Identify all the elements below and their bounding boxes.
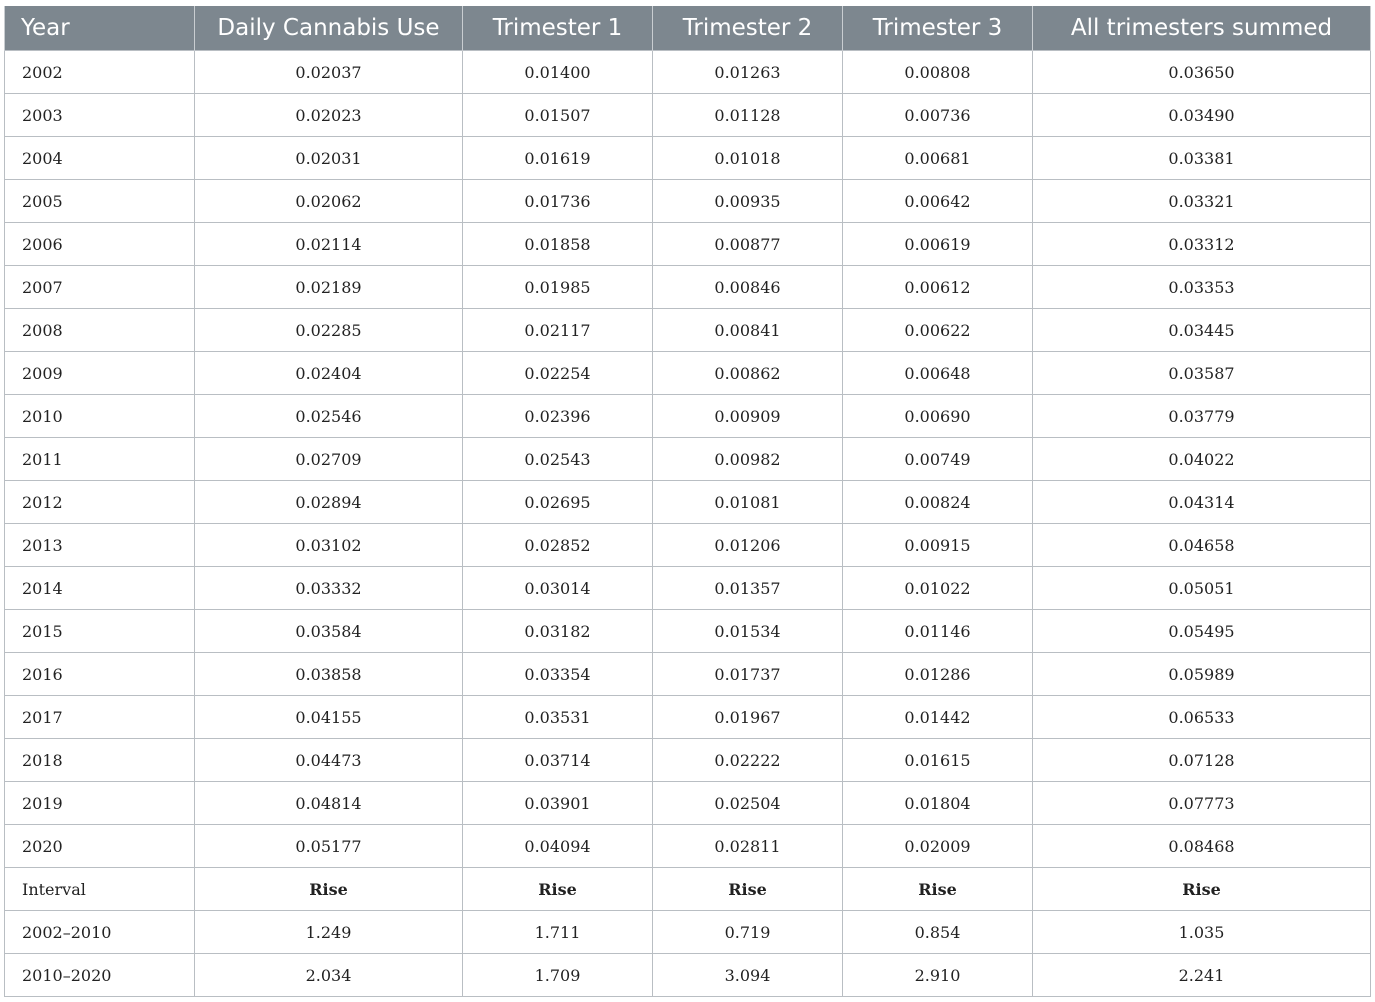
table-row [5,352,1371,395]
cell-year: 2010–2020 [5,954,195,997]
cell-year: 2002 [5,51,195,94]
cell-trimester-2: 0.01081 [653,481,843,524]
cell-trimester-3: Rise [843,868,1033,911]
cell-trimester-1: 0.02396 [463,395,653,438]
cell-daily-cannabis-use: 0.02546 [195,395,463,438]
table-row [5,739,1371,782]
header-row [5,6,1371,51]
table-row [5,610,1371,653]
cell-year: 2007 [5,266,195,309]
cell-daily-cannabis-use: Rise [195,868,463,911]
cell-year: 2009 [5,352,195,395]
cell-trimester-3: 0.00648 [843,352,1033,395]
cell-trimester-2: 0.00909 [653,395,843,438]
table-row [5,180,1371,223]
table-row [5,137,1371,180]
interval-header-row [5,868,1371,911]
cell-daily-cannabis-use: 0.02285 [195,309,463,352]
cell-trimester-3: 0.00915 [843,524,1033,567]
cell-all-trimesters: 0.08468 [1033,825,1371,868]
cell-daily-cannabis-use: 0.03332 [195,567,463,610]
cell-year: Interval [5,868,195,911]
cell-all-trimesters: 0.05989 [1033,653,1371,696]
table-row [5,223,1371,266]
cell-trimester-1: 0.03354 [463,653,653,696]
cell-trimester-1: 0.01619 [463,137,653,180]
cell-year: 2008 [5,309,195,352]
table-row [5,94,1371,137]
cell-year: 2020 [5,825,195,868]
cell-daily-cannabis-use: 0.04814 [195,782,463,825]
table-row [5,653,1371,696]
cell-trimester-3: 0.01442 [843,696,1033,739]
cell-trimester-2: 0.02811 [653,825,843,868]
cell-all-trimesters: 0.05495 [1033,610,1371,653]
cell-daily-cannabis-use: 0.02894 [195,481,463,524]
cell-daily-cannabis-use: 0.02062 [195,180,463,223]
cell-trimester-1: 0.03182 [463,610,653,653]
cell-trimester-3: 0.01615 [843,739,1033,782]
cell-trimester-3: 0.00622 [843,309,1033,352]
cell-trimester-2: 0.01967 [653,696,843,739]
cell-trimester-3: 0.01804 [843,782,1033,825]
cell-trimester-3: 0.00612 [843,266,1033,309]
cell-trimester-2: 0.01263 [653,51,843,94]
cell-trimester-2: 0.00841 [653,309,843,352]
cell-all-trimesters: 0.04022 [1033,438,1371,481]
cell-trimester-2: 0.00935 [653,180,843,223]
cell-trimester-2: 0.01357 [653,567,843,610]
cell-daily-cannabis-use: 0.04155 [195,696,463,739]
cell-trimester-1: 0.03714 [463,739,653,782]
header-all-trimesters: All trimesters summed [1033,6,1371,51]
cell-daily-cannabis-use: 0.02114 [195,223,463,266]
cell-trimester-1: 0.02695 [463,481,653,524]
cell-all-trimesters: 0.05051 [1033,567,1371,610]
cell-trimester-2: 0.00982 [653,438,843,481]
table-row [5,309,1371,352]
cell-year: 2017 [5,696,195,739]
cell-trimester-2: 0.00846 [653,266,843,309]
header-year: Year [5,6,195,51]
cell-daily-cannabis-use: 0.02189 [195,266,463,309]
cell-all-trimesters: 0.03353 [1033,266,1371,309]
cell-trimester-3: 0.01146 [843,610,1033,653]
cell-all-trimesters: 0.03445 [1033,309,1371,352]
cell-trimester-1: 0.03014 [463,567,653,610]
cannabis-use-table [4,6,1371,997]
cell-trimester-2: 0.01737 [653,653,843,696]
cell-all-trimesters: 0.03312 [1033,223,1371,266]
cell-trimester-1: 0.03901 [463,782,653,825]
cell-trimester-2: 0.01128 [653,94,843,137]
cell-year: 2015 [5,610,195,653]
cell-year: 2016 [5,653,195,696]
cell-trimester-3: 0.01286 [843,653,1033,696]
cell-trimester-1: 1.711 [463,911,653,954]
cell-trimester-1: 0.04094 [463,825,653,868]
cell-all-trimesters: 0.03587 [1033,352,1371,395]
cell-all-trimesters: 0.07128 [1033,739,1371,782]
cell-trimester-3: 0.00642 [843,180,1033,223]
cell-year: 2019 [5,782,195,825]
table-row [5,51,1371,94]
table-row [5,524,1371,567]
cell-trimester-3: 0.00808 [843,51,1033,94]
cell-trimester-1: 0.02117 [463,309,653,352]
cell-daily-cannabis-use: 0.03102 [195,524,463,567]
rise-row [5,911,1371,954]
cell-all-trimesters: 2.241 [1033,954,1371,997]
cell-year: 2012 [5,481,195,524]
cell-daily-cannabis-use: 0.02031 [195,137,463,180]
header-trimester-2: Trimester 2 [653,6,843,51]
cell-trimester-1: Rise [463,868,653,911]
cell-trimester-3: 0.02009 [843,825,1033,868]
cell-trimester-3: 0.00749 [843,438,1033,481]
cell-daily-cannabis-use: 0.02023 [195,94,463,137]
cell-trimester-3: 0.00619 [843,223,1033,266]
cell-all-trimesters: 0.03381 [1033,137,1371,180]
data-table-container [4,6,1370,997]
cell-trimester-1: 0.01400 [463,51,653,94]
cell-all-trimesters: 0.03650 [1033,51,1371,94]
cell-daily-cannabis-use: 2.034 [195,954,463,997]
cell-trimester-3: 2.910 [843,954,1033,997]
cell-year: 2004 [5,137,195,180]
cell-trimester-2: 0.01018 [653,137,843,180]
table-row [5,395,1371,438]
cell-trimester-1: 0.02852 [463,524,653,567]
cell-trimester-2: 0.01206 [653,524,843,567]
cell-daily-cannabis-use: 0.03584 [195,610,463,653]
table-header [5,6,1371,51]
cell-trimester-1: 0.01985 [463,266,653,309]
cell-year: 2005 [5,180,195,223]
header-daily-cannabis-use: Daily Cannabis Use [195,6,463,51]
table-body [5,51,1371,997]
header-trimester-3: Trimester 3 [843,6,1033,51]
cell-trimester-1: 0.01507 [463,94,653,137]
cell-all-trimesters: 0.03321 [1033,180,1371,223]
cell-trimester-2: 0.02504 [653,782,843,825]
cell-trimester-3: 0.01022 [843,567,1033,610]
cell-year: 2010 [5,395,195,438]
cell-daily-cannabis-use: 0.04473 [195,739,463,782]
cell-trimester-2: 0.719 [653,911,843,954]
cell-all-trimesters: Rise [1033,868,1371,911]
cell-trimester-1: 0.02254 [463,352,653,395]
cell-trimester-2: 0.02222 [653,739,843,782]
cell-all-trimesters: 0.04314 [1033,481,1371,524]
cell-all-trimesters: 0.06533 [1033,696,1371,739]
cell-year: 2003 [5,94,195,137]
cell-daily-cannabis-use: 0.05177 [195,825,463,868]
cell-daily-cannabis-use: 0.02404 [195,352,463,395]
cell-trimester-1: 0.03531 [463,696,653,739]
cell-year: 2014 [5,567,195,610]
cell-trimester-1: 0.02543 [463,438,653,481]
cell-year: 2006 [5,223,195,266]
cell-daily-cannabis-use: 0.02709 [195,438,463,481]
table-row [5,696,1371,739]
cell-trimester-3: 0.00736 [843,94,1033,137]
table-row [5,266,1371,309]
rise-row [5,954,1371,997]
cell-trimester-2: 0.00877 [653,223,843,266]
cell-year: 2011 [5,438,195,481]
cell-trimester-2: 0.00862 [653,352,843,395]
cell-daily-cannabis-use: 0.02037 [195,51,463,94]
cell-all-trimesters: 0.03779 [1033,395,1371,438]
cell-trimester-2: 3.094 [653,954,843,997]
cell-all-trimesters: 0.03490 [1033,94,1371,137]
cell-year: 2013 [5,524,195,567]
cell-all-trimesters: 1.035 [1033,911,1371,954]
cell-trimester-2: 0.01534 [653,610,843,653]
cell-year: 2002–2010 [5,911,195,954]
cell-trimester-1: 1.709 [463,954,653,997]
table-row [5,567,1371,610]
cell-trimester-3: 0.00690 [843,395,1033,438]
cell-year: 2018 [5,739,195,782]
cell-trimester-3: 0.854 [843,911,1033,954]
cell-all-trimesters: 0.07773 [1033,782,1371,825]
table-row [5,438,1371,481]
cell-trimester-3: 0.00681 [843,137,1033,180]
cell-trimester-2: Rise [653,868,843,911]
table-row [5,825,1371,868]
cell-daily-cannabis-use: 0.03858 [195,653,463,696]
table-row [5,481,1371,524]
cell-daily-cannabis-use: 1.249 [195,911,463,954]
header-trimester-1: Trimester 1 [463,6,653,51]
cell-trimester-1: 0.01858 [463,223,653,266]
cell-trimester-3: 0.00824 [843,481,1033,524]
table-row [5,782,1371,825]
cell-all-trimesters: 0.04658 [1033,524,1371,567]
cell-trimester-1: 0.01736 [463,180,653,223]
